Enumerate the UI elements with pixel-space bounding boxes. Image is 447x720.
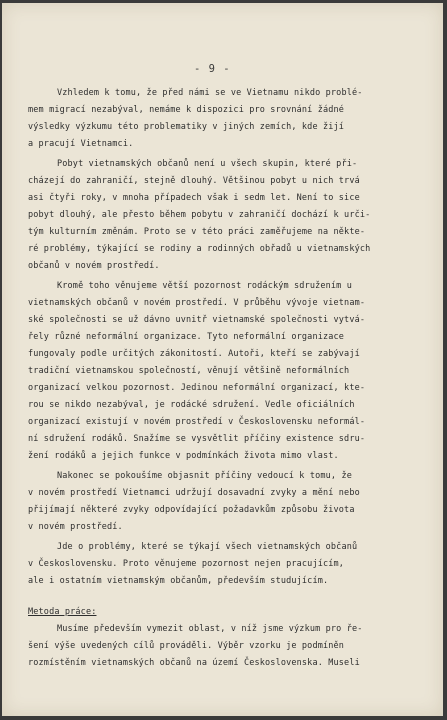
text-line: Vzhledem k tomu, že před námi se ve Vietnamu nikdo problé- bbox=[57, 88, 363, 98]
section-heading: Metoda práce: bbox=[28, 607, 97, 617]
text-line: v novém prostředí Vietnamci udržují dosavadní zvyky a mění nebo bbox=[28, 488, 360, 498]
text-line: v Československu. Proto věnujeme pozornost nejen pracujícím, bbox=[28, 559, 345, 569]
text-line: občanů v novém prostředí. bbox=[28, 261, 160, 271]
text-line: šení výše uvedených cílů prováděli. Výběr vzorku je podmíněn bbox=[28, 641, 345, 651]
text-line: organizací velkou pozornost. Jedinou neformální organizací, kte- bbox=[28, 383, 366, 393]
text-line: Kromě toho věnujeme větší pozornost rodáckým sdružením u bbox=[57, 281, 352, 291]
text-line: tradiční vietnamskou společností, věnují většině neformálních bbox=[28, 366, 350, 376]
text-line: mem migrací nezabýval, nemáme k dispozici pro srovnání žádné bbox=[28, 105, 345, 115]
text-line: Jde o problémy, které se týkají všech vietnamských občanů bbox=[57, 542, 358, 552]
text-line: výsledky výzkumu této problematiky v jiných zemích, kde žijí bbox=[28, 122, 345, 132]
text-line: ské společnosti se už dávno uvnitř vietnamské společnosti vytvá- bbox=[28, 315, 366, 325]
text-line: Nakonec se pokoušíme objasnit příčiny vedoucí k tomu, že bbox=[57, 471, 352, 481]
text-line: cházejí do zahraničí, stejně dlouhý. Většinou pobyt u nich trvá bbox=[28, 176, 360, 186]
text-line: v novém prostředí. bbox=[28, 522, 123, 532]
text-line: vietnamských občanů v novém prostředí. V průběhu vývoje vietnam- bbox=[28, 298, 366, 308]
text-line: rozmístěním vietnamských občanů na území Československa. Museli bbox=[28, 658, 360, 668]
text-line: a pracují Vietnamci. bbox=[28, 139, 134, 149]
page-number: - 9 - bbox=[194, 63, 231, 75]
text-line: žení rodáků a jejich funkce v podmínkách života mimo vlast. bbox=[28, 451, 339, 461]
document-page bbox=[2, 3, 443, 716]
text-line: organizací existují v novém prostředí v Československu neformál- bbox=[28, 417, 366, 427]
text-line: pobyt dlouhý, ale přesto během pobytu v zahraničí dochází k urči- bbox=[28, 210, 371, 220]
text-line: řely různé neformální organizace. Tyto neformální organizace bbox=[28, 332, 345, 342]
text-line: ní sdružení rodáků. Snažíme se vysvětlit příčiny existence sdru- bbox=[28, 434, 366, 444]
text-line: ale i ostatním vietnamským občanům, především studujícím. bbox=[28, 576, 329, 586]
text-line: asi čtyři roky, v mnoha případech však i sedm let. Není to sice bbox=[28, 193, 360, 203]
text-line: fungovaly podle určitých zákonitostí. Autoři, kteří se zabývají bbox=[28, 349, 360, 359]
text-line: přijímají některé zvyky odpovídající požadavkům způsobu života bbox=[28, 505, 355, 515]
text-line: tým kulturním změnám. Proto se v této práci zaměřujeme na někte- bbox=[28, 227, 366, 237]
text-line: ré problémy, týkající se rodiny a rodinných obřadů u vietnamských bbox=[28, 244, 371, 254]
text-line: Pobyt vietnamských občanů není u všech skupin, které při- bbox=[57, 159, 358, 169]
text-line: Musíme především vymezit oblast, v níž jsme výzkum pro ře- bbox=[57, 624, 363, 634]
text-line: rou se nikdo nezabýval, je rodácké sdružení. Vedle oficiálních bbox=[28, 400, 355, 410]
